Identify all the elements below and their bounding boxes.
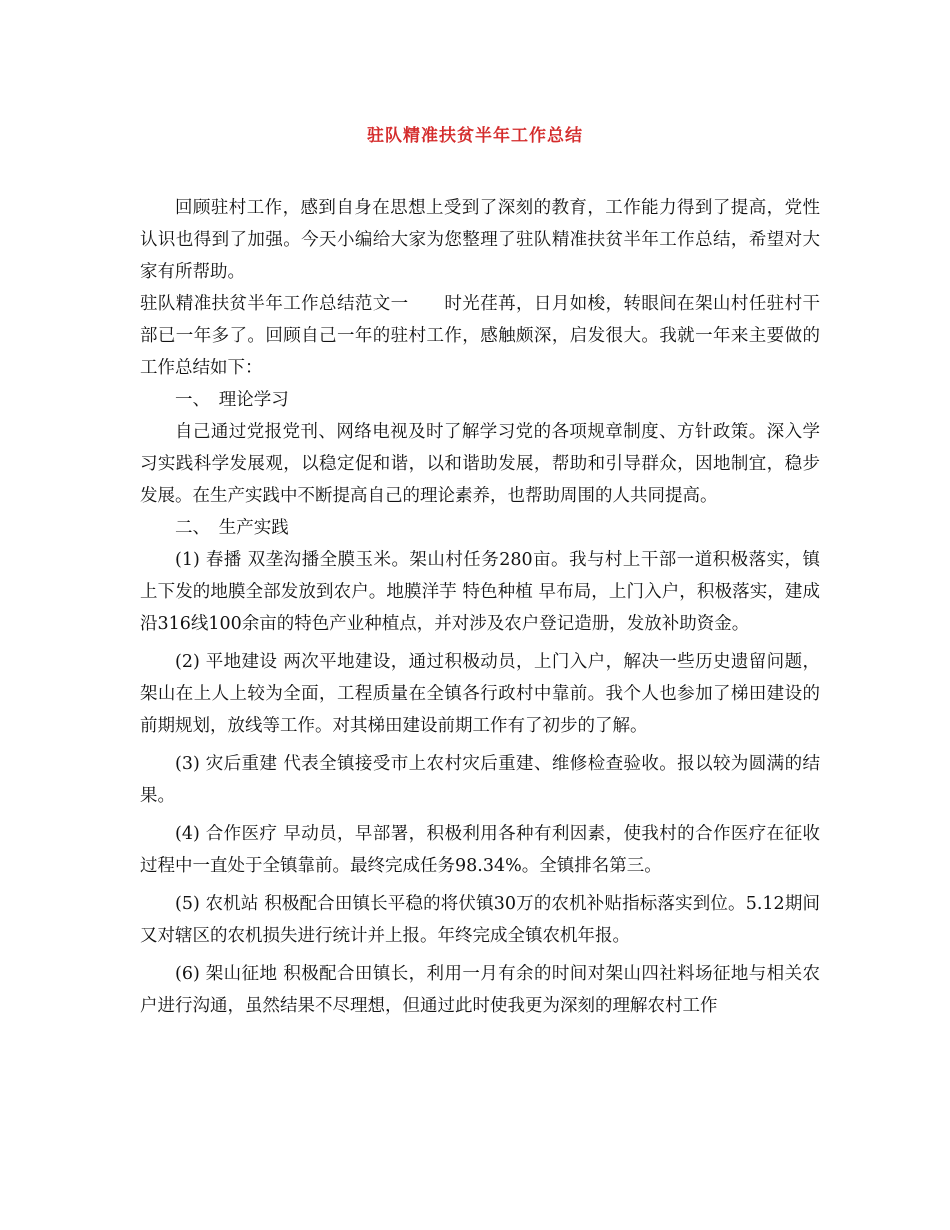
practice-item-4: (4) 合作医疗 早动员，早部署，积极利用各种有利因素，使我村的合作医疗在征收过程中一直处于全镇靠前。最终完成任务98.34%。全镇排名第三。 xyxy=(140,824,820,876)
section-heading-theory: 一、 理论学习 xyxy=(175,390,289,410)
practice-item-5: (5) 农机站 积极配合田镇长平稳的将伏镇30万的农机补贴指标落实到位。5.12期间又对辖区的农机损失进行统计并上报。年终完成全镇农机年报。 xyxy=(140,894,820,946)
practice-item-6: (6) 架山征地 积极配合田镇长，利用一月有余的时间对架山四社料场征地与相关农户进行沟通，虽然结果不尽理想，但通过此时使我更为深刻的理解农村工作 xyxy=(140,964,820,1016)
practice-item-1: (1) 春播 双垄沟播全膜玉米。架山村任务280亩。我与村上干部一道积极落实，镇上下发的地膜全部发放到农户。地膜洋芋 特色种植 早布局，上门入户，积极落实，建成沿316线100余亩的特色产业种植点，并对涉及农户登记造册，发放补助资金。 xyxy=(140,550,820,634)
section-heading-practice: 二、 生产实践 xyxy=(175,518,289,538)
practice-item-2: (2) 平地建设 两次平地建设，通过积极动员，上门入户，解决一些历史遗留问题，架山在上人上较为全面，工程质量在全镇各行政村中靠前。我个人也参加了梯田建设的前期规划，放线等工作。对其梯田建设前期工作有了初步的了解。 xyxy=(140,652,820,736)
document-body xyxy=(140,192,820,1022)
document-title: 驻队精准扶贫半年工作总结 xyxy=(367,126,583,146)
intro-paragraph: 回顾驻村工作，感到自身在思想上受到了深刻的教育，工作能力得到了提高，党性认识也得到了加强。今天小编给大家为您整理了驻队精准扶贫半年工作总结，希望对大家有所帮助。 xyxy=(140,198,820,282)
practice-item-3: (3) 灾后重建 代表全镇接受市上农村灾后重建、维修检查验收。报以较为圆满的结果。 xyxy=(140,754,820,806)
sample-intro-paragraph: 驻队精准扶贫半年工作总结范文一 时光荏苒，日月如梭，转眼间在架山村任驻村干部已一年多了。回顾自己一年的驻村工作，感触颇深，启发很大。我就一年来主要做的工作总结如下： xyxy=(140,294,820,378)
theory-paragraph: 自己通过党报党刊、网络电视及时了解学习党的各项规章制度、方针政策。深入学习实践科学发展观，以稳定促和谐，以和谐助发展，帮助和引导群众，因地制宜，稳步发展。在生产实践中不断提高自己的理论素养，也帮助周围的人共同提高。 xyxy=(140,422,820,506)
